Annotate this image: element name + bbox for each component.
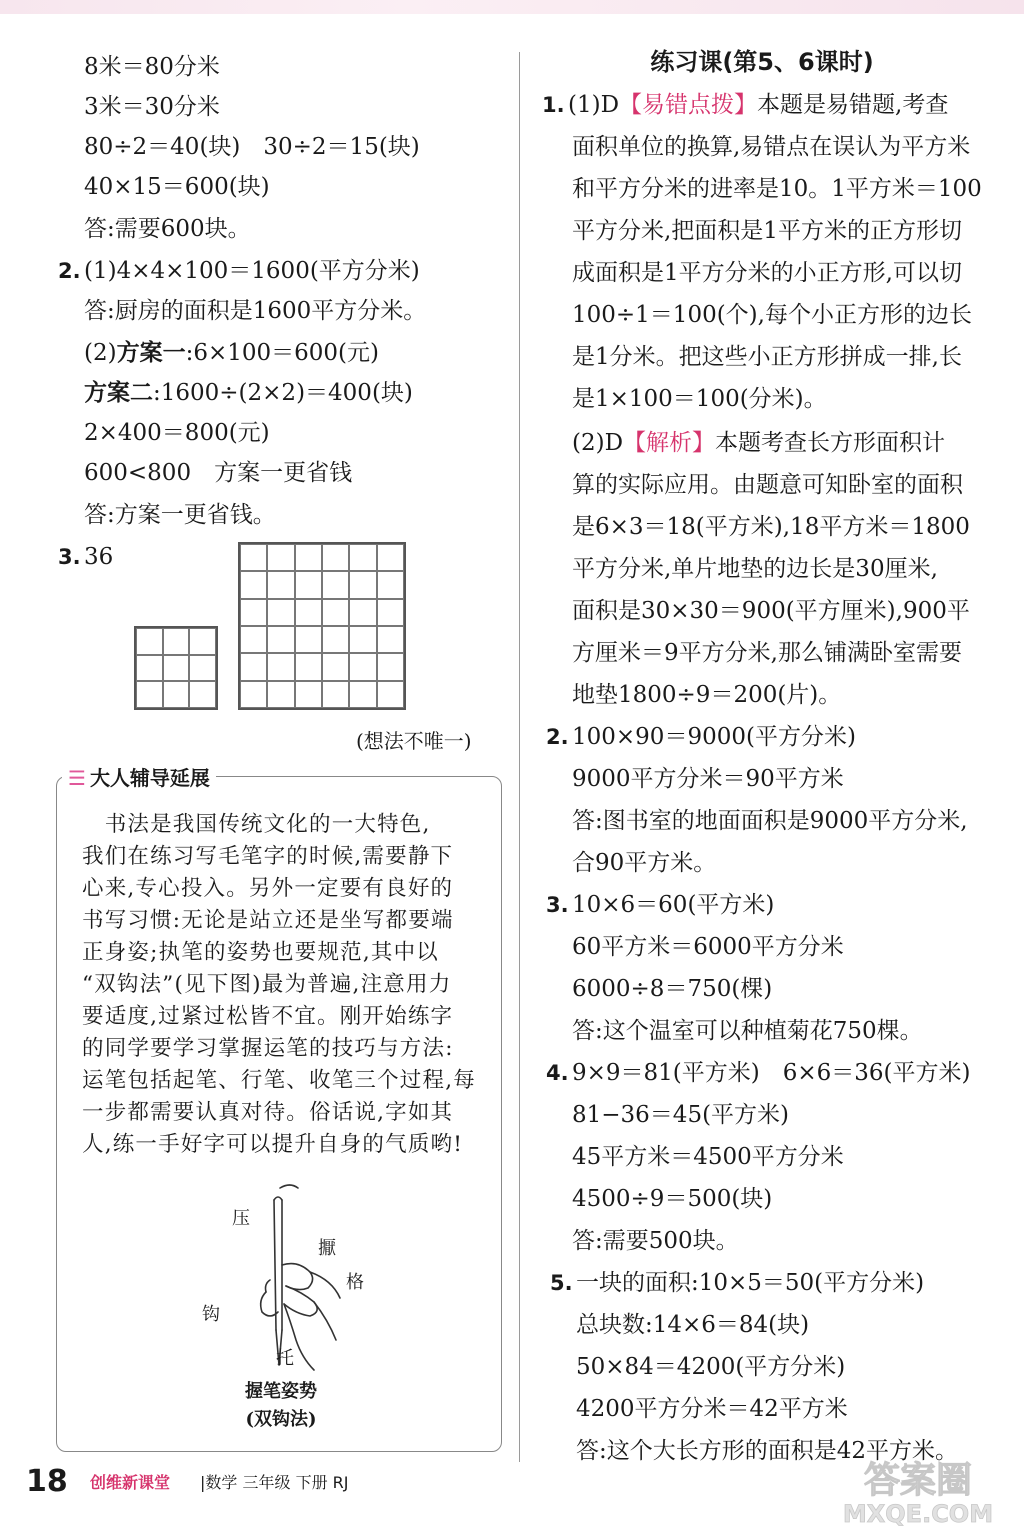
grid-cell: [377, 653, 404, 680]
text-line: 9000平方分米＝90平方米: [572, 766, 844, 792]
text-line: 6000÷8＝750(棵): [572, 976, 773, 1002]
text-line: 4500÷9＝500(块): [572, 1186, 773, 1212]
question-number: 2.: [546, 725, 569, 749]
grid-cell: [377, 544, 404, 571]
text-line: 和平方分米的进率是10。1平方米＝100: [572, 176, 982, 202]
grid-cell: [267, 599, 294, 626]
box-text-line: 书写习惯:无论是站立还是坐写都要端: [82, 908, 454, 933]
tip-tag: 【易错点拨】: [619, 92, 758, 118]
grid-cell: [136, 655, 163, 682]
box-text-line: 心来,专心投入。另外一定要有良好的: [82, 876, 454, 901]
text-line: 50×84＝4200(平方分米): [576, 1354, 846, 1380]
grid-6x6-figure: [238, 542, 406, 710]
grid-cell: [322, 599, 349, 626]
grid-cell: [189, 655, 216, 682]
box-text-line: 的同学要学习掌握运笔的技巧与方法:: [82, 1036, 454, 1061]
label-ge: 格: [346, 1272, 364, 1293]
grid-cell: [322, 653, 349, 680]
grid-cell: [240, 571, 267, 598]
grid-cell: [295, 571, 322, 598]
grid-3x3-figure: [134, 626, 218, 710]
box-text-line: 人,练一手好字可以提升自身的气质哟!: [82, 1132, 464, 1157]
grid-cell: [322, 571, 349, 598]
text-line: 8米＝80分米: [84, 54, 220, 80]
grid-cell: [377, 626, 404, 653]
box-heading: ☰ 大人辅导延展: [62, 764, 216, 792]
grid-cell: [136, 681, 163, 708]
grid-cell: [322, 626, 349, 653]
note-text: (想法不唯一): [356, 729, 472, 753]
figure-caption: (双钩法): [245, 1409, 317, 1430]
analysis-tag: 【解析】: [623, 430, 716, 456]
grid-cell: [240, 681, 267, 708]
text-line: 成面积是1平方分米的小正方形,可以切: [572, 260, 962, 286]
text-line: (2)方案一:6×100＝600(元): [84, 339, 379, 366]
grid-cell: [295, 653, 322, 680]
text-line: (1)4×4×100＝1600(平方分米): [84, 258, 420, 284]
text-line: 2×400＝800(元): [84, 420, 270, 446]
grid-cell: [295, 681, 322, 708]
grid-cell: [189, 628, 216, 655]
grid-cell: [322, 544, 349, 571]
question-number: 5.: [550, 1271, 573, 1295]
watermark-text: 答案圈: [863, 1460, 973, 1501]
question-number: 3.: [546, 893, 569, 917]
grid-cell: [377, 571, 404, 598]
box-text-line: 要适度,过紧过松皆不宜。刚开始练字: [82, 1004, 454, 1029]
question-number: 3.: [58, 545, 81, 569]
grid-cell: [163, 628, 190, 655]
text-line: 80÷2＝40(块) 30÷2＝15(块): [84, 134, 420, 160]
text-line: 答:这个温室可以种植菊花750棵。: [572, 1018, 923, 1044]
text-line: 合90平方米。: [572, 850, 717, 876]
grid-cell: [267, 544, 294, 571]
grid-cell: [163, 681, 190, 708]
text-line: 答:这个大长方形的面积是42平方米。: [576, 1438, 959, 1464]
text-line: 40×15＝600(块): [84, 174, 270, 200]
text-line: 9×9＝81(平方米) 6×6＝36(平方米): [572, 1060, 971, 1086]
column-divider: [519, 52, 520, 1462]
book-info: |数学 三年级 下册 RJ: [200, 1473, 349, 1492]
text-line: 是1分米。把这些小正方形拼成一排,长: [572, 344, 962, 370]
text-line: 36: [84, 544, 114, 570]
text-line: 100×90＝9000(平方分米): [572, 724, 856, 750]
box-text-line: 运笔包括起笔、行笔、收笔三个过程,每: [82, 1068, 476, 1093]
label-ye: 擫: [318, 1238, 336, 1259]
grid-cell: [189, 681, 216, 708]
grid-cell: [267, 681, 294, 708]
bars-icon: ☰: [68, 766, 84, 790]
watermark-url: MXQE.COM: [842, 1500, 994, 1528]
grid-cell: [163, 655, 190, 682]
grid-cell: [240, 599, 267, 626]
text-line: 答:图书室的地面面积是9000平方分米,: [572, 808, 968, 834]
text-line: 算的实际应用。由题意可知卧室的面积: [572, 472, 963, 498]
text-line: 答:厨房的面积是1600平方分米。: [84, 298, 427, 324]
label-ya: 压: [232, 1208, 250, 1229]
grid-cell: [377, 681, 404, 708]
grid-cell: [349, 626, 376, 653]
grid-cell: [267, 571, 294, 598]
text-line: 方案二:1600÷(2×2)＝400(块): [84, 379, 413, 406]
grid-cell: [377, 599, 404, 626]
grid-cell: [349, 544, 376, 571]
text-line: 方厘米＝9平方分米,那么铺满卧室需要: [572, 640, 962, 666]
grid-cell: [322, 681, 349, 708]
text-line: 45平方米＝4500平方分米: [572, 1144, 844, 1170]
grid-cell: [240, 626, 267, 653]
text-line: 一块的面积:10×5＝50(平方分米): [576, 1270, 925, 1296]
text-line: 平方分米,单片地垫的边长是30厘米,: [572, 556, 938, 582]
text-line: 答:需要500块。: [572, 1228, 739, 1254]
text-line: (1)D【易错点拨】本题是易错题,考查: [568, 92, 949, 118]
label-tuo: 托: [276, 1348, 294, 1369]
question-number: 2.: [58, 259, 81, 283]
box-text-line: 我们在练习写毛笔字的时候,需要静下: [82, 844, 454, 869]
series-name: 创维新课堂: [90, 1473, 171, 1492]
section-title: 练习课(第5、6课时): [650, 48, 874, 76]
box-text-line: 一步都需要认真对待。俗话说,字如其: [82, 1100, 454, 1125]
grid-cell: [295, 544, 322, 571]
figure-caption: 握笔姿势: [245, 1381, 317, 1402]
grid-cell: [136, 628, 163, 655]
top-decor-strip: [0, 0, 1024, 14]
box-text-line: 书法是我国传统文化的一大特色,: [82, 812, 431, 837]
text-line: 4200平方分米＝42平方米: [576, 1396, 848, 1422]
grid-cell: [349, 681, 376, 708]
text-line: 地垫1800÷9＝200(片)。: [572, 682, 842, 708]
grid-cell: [349, 571, 376, 598]
text-line: 总块数:14×6＝84(块): [576, 1312, 810, 1338]
grid-cell: [267, 626, 294, 653]
text-line: 平方分米,把面积是1平方米的正方形切: [572, 218, 962, 244]
text-line: 10×6＝60(平方米): [572, 892, 775, 918]
grid-cell: [349, 653, 376, 680]
page-number: 18: [26, 1464, 68, 1499]
text-line: 面积单位的换算,易错点在误认为平方米: [572, 134, 971, 160]
question-number: 4.: [546, 1061, 569, 1085]
text-line: 答:需要600块。: [84, 216, 251, 242]
label-gou: 钩: [202, 1304, 220, 1325]
text-line: 60平方米＝6000平方分米: [572, 934, 844, 960]
text-line: 是6×3＝18(平方米),18平方米＝1800: [572, 514, 970, 540]
text-line: 3米＝30分米: [84, 94, 220, 120]
text-line: 面积是30×30＝900(平方厘米),900平: [572, 598, 970, 624]
grid-cell: [295, 626, 322, 653]
text-line: 是1×100＝100(分米)。: [572, 386, 827, 412]
box-text-line: 正身姿;执笔的姿势也要规范,其中以: [82, 940, 439, 965]
grid-cell: [267, 653, 294, 680]
grid-cell: [295, 599, 322, 626]
text-line: 81−36＝45(平方米): [572, 1102, 790, 1128]
watermark-logo: [820, 1452, 1016, 1528]
grid-cell: [349, 599, 376, 626]
grid-cell: [240, 544, 267, 571]
text-line: (2)D【解析】本题考查长方形面积计: [572, 430, 946, 456]
text-line: 600<800 方案一更省钱: [84, 460, 353, 486]
text-line: 答:方案一更省钱。: [84, 502, 276, 528]
grid-cell: [240, 653, 267, 680]
box-text-line: “双钩法”(见下图)最为普遍,注意用力: [82, 972, 452, 997]
question-number: 1.: [542, 93, 565, 117]
text-line: 100÷1＝100(个),每个小正方形的边长: [572, 302, 972, 328]
